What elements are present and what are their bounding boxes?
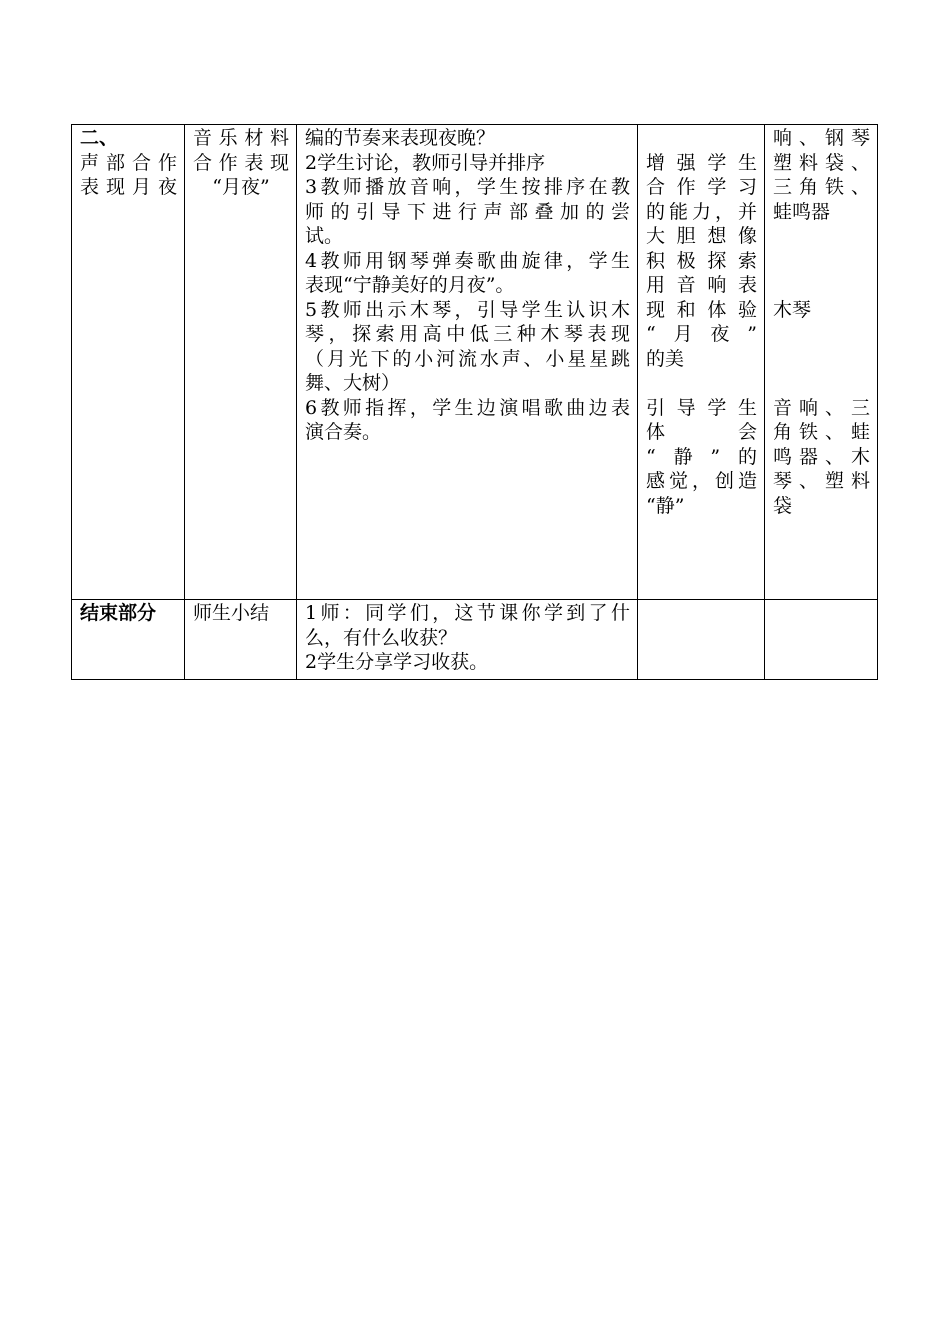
spacer: [773, 273, 870, 298]
intent-line: “静”的: [646, 445, 757, 468]
intent-line: 体 会: [646, 421, 757, 443]
process-line: 舞、大树）: [305, 372, 401, 394]
table-row: [72, 125, 878, 600]
media-line: 袋: [773, 494, 793, 517]
activity-line: 音乐材料: [193, 127, 289, 149]
lesson-plan-table: [71, 124, 878, 680]
spacer: [773, 347, 870, 372]
intent-cell: [638, 125, 765, 600]
intent-line: “静”: [646, 494, 685, 517]
media-line: 响、钢琴: [773, 127, 870, 149]
spacer: [773, 249, 870, 274]
process-cell: [297, 600, 638, 680]
activity-line: “月夜”: [212, 176, 270, 198]
stage-cell: [72, 600, 185, 680]
media-line: 角铁、蛙: [773, 421, 870, 443]
stage-number: 二、: [80, 127, 119, 149]
process-line: （月光下的小河流水声、小星星跳: [305, 347, 630, 370]
media-line: 三角铁、: [773, 176, 870, 198]
activity-cell: [185, 600, 297, 680]
process-line: 表现“宁静美好的月夜”。: [305, 274, 515, 296]
intent-line: 合作学习: [646, 176, 757, 198]
process-line: 2学生分享学习收获。: [305, 651, 489, 673]
spacer: [773, 371, 870, 396]
process-line: 试。: [305, 225, 344, 247]
stage-cell: [72, 125, 185, 600]
table-row: [72, 600, 878, 680]
media-line: 琴、塑料: [773, 470, 870, 492]
media-cell: [765, 600, 878, 680]
stage-title-line: 声部合作: [80, 151, 177, 174]
process-line: 1师：同学们，这节课你学到了什: [305, 602, 630, 624]
stage-title-line: 表现月夜: [80, 176, 177, 198]
process-line: 6教师指挥，学生边演唱歌曲边表: [305, 396, 630, 419]
activity-line: 合作表现: [193, 151, 289, 174]
spacer: [646, 126, 757, 151]
activity-line: 师生小结: [193, 602, 270, 624]
spacer: [773, 322, 870, 347]
process-line: 演合奏。: [305, 421, 382, 443]
intent-line: 用音响表: [646, 274, 757, 296]
media-line: 鸣器、木: [773, 445, 870, 468]
media-line: 木琴: [773, 298, 812, 321]
stage-title: 结束部分: [80, 602, 157, 624]
media-cell: [765, 125, 878, 600]
intent-line: 大胆想像: [646, 225, 757, 247]
process-line: 师的引导下进行声部叠加的尝: [305, 200, 630, 223]
process-line: 4教师用钢琴弹奏歌曲旋律，学生: [305, 249, 630, 272]
intent-line: 引导学生: [646, 396, 757, 419]
process-cell: [297, 125, 638, 600]
spacer: [646, 371, 757, 396]
intent-line: “月夜”: [646, 323, 757, 345]
process-line: 编的节奏来表现夜晚？: [305, 127, 496, 149]
intent-cell: [638, 600, 765, 680]
intent-line: 积极探索: [646, 249, 757, 272]
activity-cell: [185, 125, 297, 600]
process-line: 5教师出示木琴，引导学生认识木: [305, 298, 630, 321]
media-line: 音响、三: [773, 396, 870, 419]
intent-line: 的能力，并: [646, 200, 757, 223]
media-line: 塑料袋、: [773, 151, 870, 174]
intent-line: 感觉，创造: [646, 470, 757, 492]
media-line: 蛙鸣器: [773, 200, 831, 223]
intent-line: 的美: [646, 347, 685, 370]
spacer: [773, 224, 870, 249]
process-line: 2学生讨论，教师引导并排序: [305, 151, 546, 174]
process-line: 3教师播放音响，学生按排序在教: [305, 176, 630, 198]
process-line: 琴，探索用高中低三种木琴表现: [305, 323, 630, 345]
process-line: 么，有什么收获？: [305, 626, 458, 649]
intent-line: 增强学生: [646, 151, 757, 174]
intent-line: 现和体验: [646, 298, 757, 321]
